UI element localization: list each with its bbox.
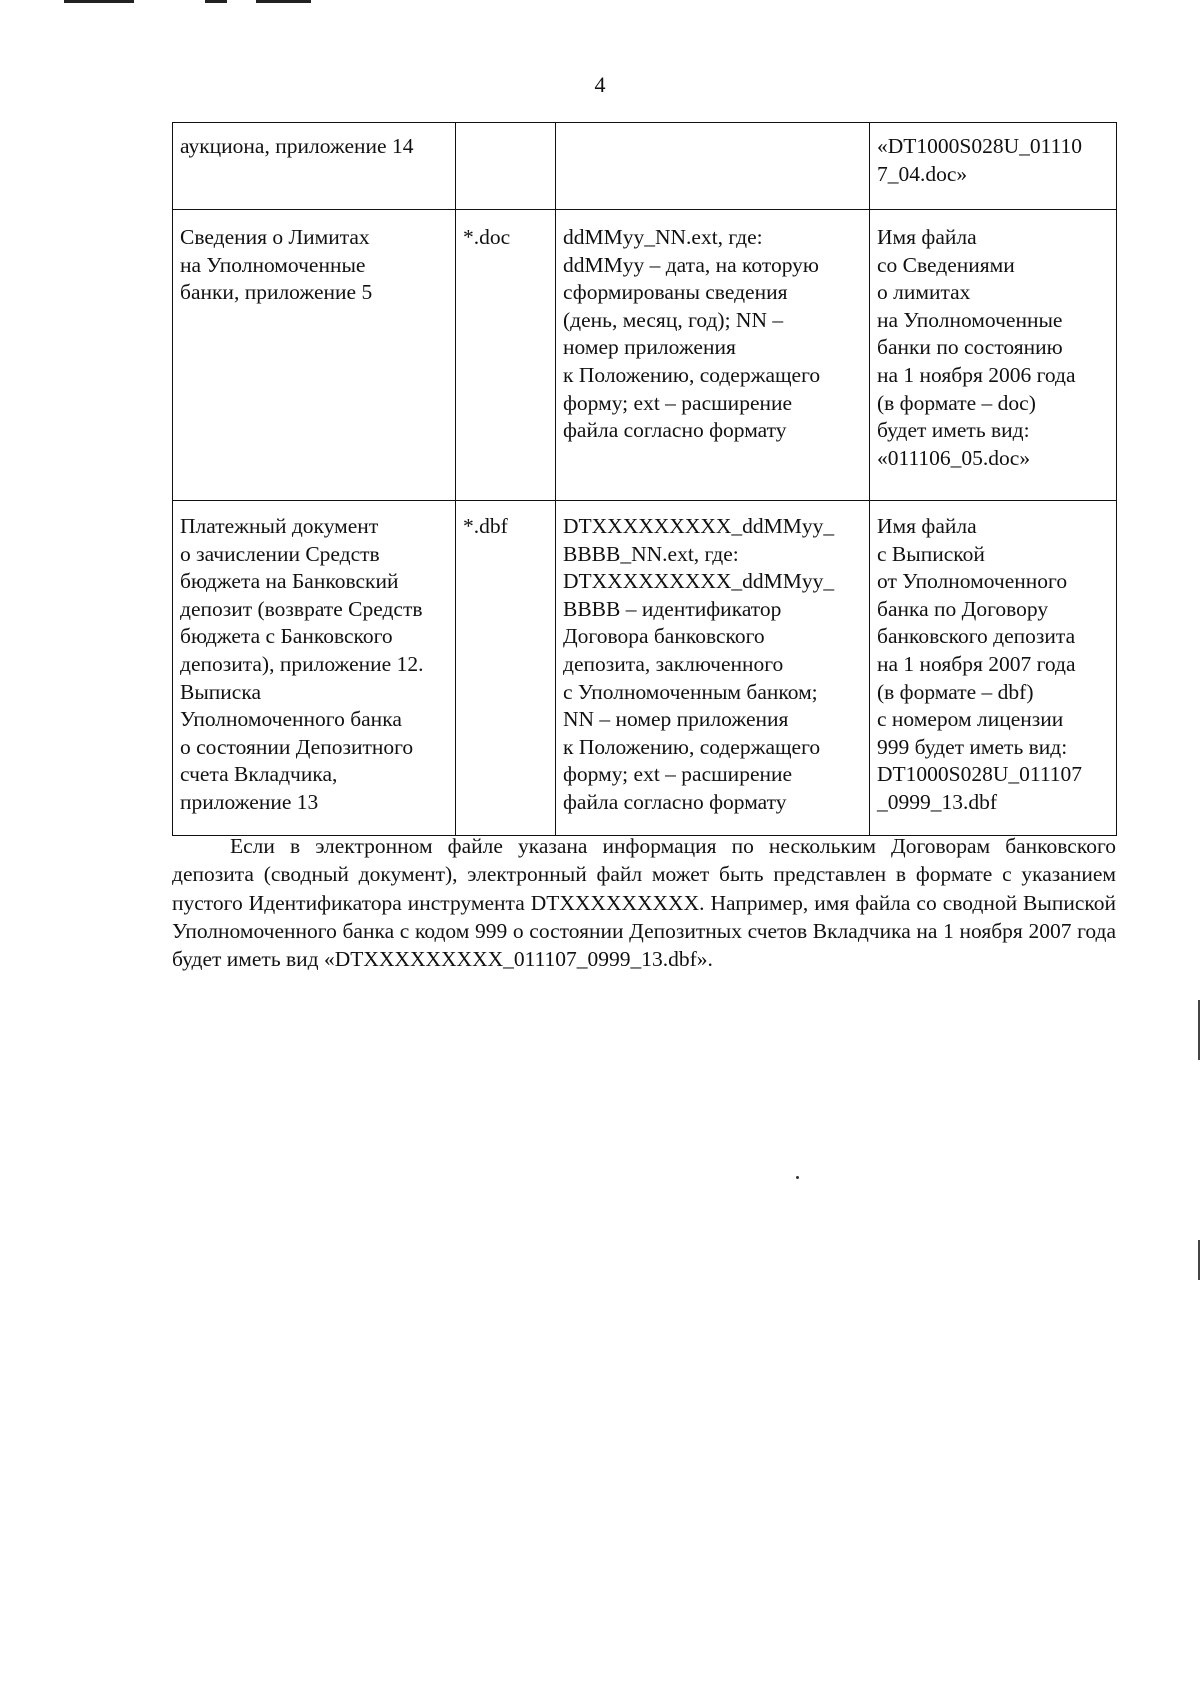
document-name-cell: Сведения о Лимитах на Уполномоченные банки, приложение 5	[173, 210, 456, 501]
example-cell: «DT1000S028U_01110 7_04.doc»	[870, 123, 1117, 210]
page-number: 4	[594, 72, 606, 97]
naming-rule-cell	[556, 123, 870, 210]
document-name-cell: аукциона, приложение 14	[173, 123, 456, 210]
file-format-cell: *.doc	[456, 210, 556, 501]
table-row	[173, 123, 1117, 210]
scan-artifact-top-right	[256, 0, 311, 3]
summary-paragraph: Если в электронном файле указана информация по нескольким Договорам банковского депозита (сводный документ), электронный файл может быть представлен в формате с указанием пустого Идентификатора инструмента DTXXXXXXXXX. Например, имя файла со сводной Выпиской Уполномоченного банка с кодом 999 о состоянии Депозитных счетов Вкладчика на 1 ноября 2007 года будет иметь вид «DTXXXXXXXXX_011107_0999_13.dbf».	[172, 834, 1116, 972]
table-row	[173, 210, 1117, 501]
scan-speck	[796, 1176, 799, 1179]
table-row	[173, 501, 1117, 836]
example-cell: Имя файла со Сведениями о лимитах на Уполномоченные банки по состоянию на 1 ноября 2006 года (в формате – doc) будет иметь вид: «011106_05.doc»	[870, 210, 1117, 501]
scan-artifact-top-center	[205, 0, 227, 3]
naming-rule-cell: ddMMyy_NN.ext, где: ddMMyy – дата, на которую сформированы сведения (день, месяц, год); NN – номер приложения к Положению, содержащего форму; ext – расширение файла согласно формату	[556, 210, 870, 501]
example-cell: Имя файла с Выпиской от Уполномоченного банка по Договору банковского депозита на 1 ноября 2007 года (в формате – dbf) с номером лицензии 999 будет иметь вид: DT1000S028U_011107 _0999_13.dbf	[870, 501, 1117, 836]
scan-artifact-top-left	[64, 0, 134, 3]
file-format-cell	[456, 123, 556, 210]
document-name-cell: Платежный документ о зачислении Средств бюджета на Банковский депозит (возврате Средств бюджета с Банковского депозита), приложение 12. Выписка Уполномоченного банка о состоянии Депозитного счета Вкладчика, приложение 13	[173, 501, 456, 836]
file-format-table	[172, 122, 1117, 836]
file-format-cell: *.dbf	[456, 501, 556, 836]
naming-rule-cell: DTXXXXXXXXX_ddMMyy_ BBBB_NN.ext, где: DTXXXXXXXXX_ddMMyy_ BBBB – идентификатор Договора банковского депозита, заключенного с Уполномоченным банком; NN – номер приложения к Положению, содержащего форму; ext – расширение файла согласно формату	[556, 501, 870, 836]
